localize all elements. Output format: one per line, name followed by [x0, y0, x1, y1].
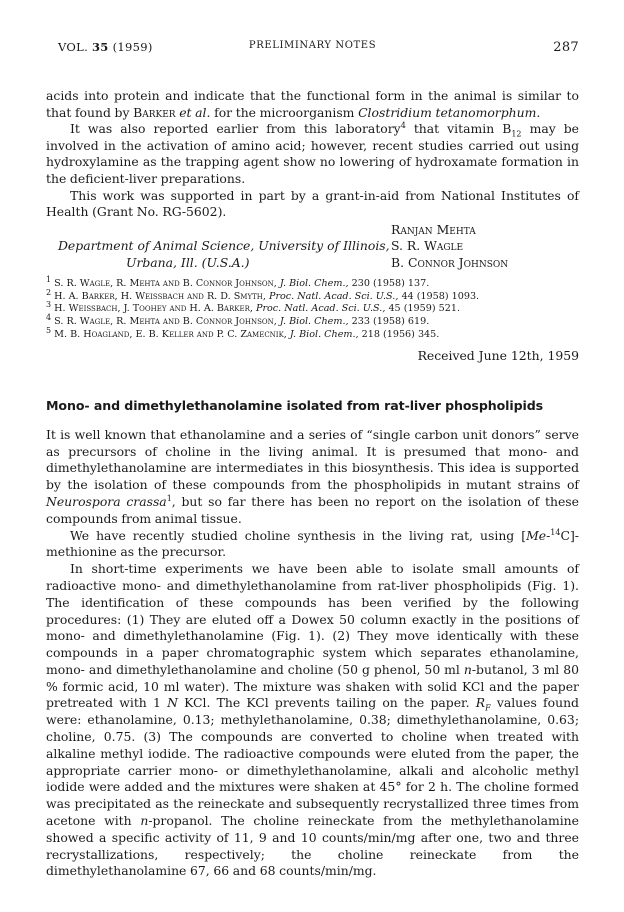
- new-note: [46, 398, 579, 881]
- rf-symbol: R: [475, 695, 486, 711]
- text-run: for the microorganism: [210, 104, 359, 120]
- paragraph: [46, 561, 579, 880]
- author-name: Ranjan Mehta: [391, 221, 476, 237]
- text-run: In short-time experiments we have been able to isolate small amounts of radioactive mono- and dimethylethanolamine from rat-liver phospholipids (Fig. 1). The identification of these compounds has been verified by the following procedures: (1) They are eluted off a Dowex 50 column exactly in the positions of mono- and dimethylethanolamine (Fig. 1). (2) They move identically with these compounds in a paper chromatographic system which separates ethanolamine, mono- and dimethylethanolamine and choline (50 g phenol, 50 ml: [46, 561, 579, 677]
- author-name: S. R. Wagle: [391, 238, 464, 254]
- reference-authors: S. R. Wagle, R. Mehta and B. Connor Johnson,: [54, 316, 277, 328]
- note-title: Mono- and dimethylethanolamine isolated from rat-liver phospholipids: [46, 397, 544, 413]
- previous-note-continuation: [46, 88, 579, 363]
- text-run: .: [536, 104, 541, 120]
- organism-name: Neurospora crassa: [46, 493, 167, 509]
- journal-page: [46, 40, 579, 880]
- reference-number: 1: [46, 274, 52, 284]
- text-run: values found were: ethanolamine, 0.13; methylethanolamine, 0.38; dimethylethanolamine, 0.63; choline, 0.75. (3) The compounds are converted to choline when treated with alkaline methyl iodide. The radioactive compounds were eluted from the paper, the appropriate carrier mono- or dimethylethanolamine, alkali and alcoholic methyl iodide were added and the mixtures were shaken at 45° for 2 h. The choline formed was precipitated as the reineckate and subsequently recrystallized three times from acetone with: [46, 695, 579, 829]
- volume-year: (1959): [112, 40, 153, 54]
- reference-details: 233 (1958) 619.: [351, 316, 430, 328]
- volume-number: 35: [92, 40, 109, 54]
- page-number: 287: [553, 40, 579, 55]
- reference-number: 2: [46, 287, 52, 297]
- subscript: 12: [511, 129, 522, 139]
- text-run: -: [546, 527, 551, 543]
- reference-number: 3: [46, 300, 52, 310]
- text-run: We have recently studied choline synthesis in the living rat, using [: [70, 527, 527, 543]
- reference-number: 4: [46, 312, 52, 322]
- organism-name: Clostridium tetanomorphum: [358, 104, 537, 120]
- text-run: -propanol. The choline reineckate from the methylethanolamine showed a specific activity of 11, 9 and 10 counts/min/mg after one, two and three recrystallizations, respectively; the choline reineckate from the dimethylethanolamine 67, 66 and 68 counts/min/mg.: [46, 813, 579, 879]
- reference-number: 5: [46, 325, 52, 335]
- paragraph: [46, 121, 579, 187]
- reference-journal: Proc. Natl. Acad. Sci. U.S.,: [268, 290, 399, 302]
- italic-n: n: [463, 661, 472, 677]
- reference-marker: 1: [166, 493, 172, 503]
- location: Urbana, Ill. (U.S.A.): [126, 254, 250, 270]
- section-heading: PRELIMINARY NOTES: [248, 40, 377, 51]
- isotope-mass: 14: [550, 527, 561, 537]
- reference-item: [46, 300, 579, 316]
- reference-details: 44 (1958) 1093.: [401, 290, 480, 302]
- paragraph: This work was supported in part by a grant-in-aid from National Institutes of Health (Grant No. RG-5602).: [46, 187, 579, 220]
- text-run: acids into protein and indicate that the functional form in the animal is similar to that found by: [46, 88, 579, 120]
- text-run: KCl. The KCl prevents tailing on the paper.: [177, 695, 476, 711]
- text-run: It is well known that ethanolamine and a series of “single carbon unit donors” serve as precursors of choline in the living animal. It is presumed that mono- and dimethylethanolamine are intermediates in this biosynthesis. This idea is supported by the isolation of these compounds from the phospholipids in mutant strains of: [46, 426, 579, 493]
- reference-journal: J. Biol. Chem.,: [279, 277, 349, 289]
- department: Department of Animal Science, University of Illinois,: [58, 238, 390, 254]
- text-run: -butanol, 3 ml 80 % formic acid, 10 ml water). The mixture was shaken with solid KCl and the paper pretreated with 1: [46, 661, 579, 711]
- reference-details: 218 (1956) 345.: [361, 328, 440, 340]
- italic-n: n: [140, 813, 149, 829]
- reference-authors: H. Weissbach, J. Toohey and H. A. Barker,: [54, 303, 253, 315]
- signature-block: [46, 222, 579, 272]
- reference-authors: M. B. Hoagland, E. B. Keller and P. C. Zamecnik,: [54, 328, 287, 340]
- reference-authors: S. R. Wagle, R. Mehta and B. Connor Johnson,: [54, 277, 277, 289]
- reference-journal: J. Biol. Chem.,: [289, 328, 359, 340]
- volume-label: VOL.: [58, 40, 89, 54]
- received-date: Received June 12th, 1959: [417, 347, 579, 363]
- paragraph: [46, 88, 579, 121]
- affiliation: [58, 238, 390, 271]
- text-run: that vitamin B: [405, 121, 512, 137]
- reference-item: [46, 274, 579, 291]
- text-run: C]-methionine as the precursor.: [46, 527, 579, 560]
- reference-item: [46, 312, 579, 329]
- author-name: Barker: [133, 104, 176, 120]
- author-name: B. Connor Johnson: [391, 254, 509, 270]
- running-head: [46, 40, 579, 62]
- text-run: , but so far there has been no report on the isolation of these compounds from animal tissue.: [46, 493, 579, 526]
- text-run: may be involved in the activation of amino acid; however, recent studies carried out using hydroxylamine as the trapping agent show no lowering of hydroxamate formation in the deficient-liver preparations.: [46, 121, 579, 186]
- paragraph: [46, 427, 579, 528]
- reference-marker: 4: [400, 121, 406, 131]
- normality-symbol: N: [167, 695, 178, 711]
- author-list: [391, 222, 508, 272]
- reference-journal: Proc. Natl. Acad. Sci. U.S.,: [255, 303, 386, 315]
- reference-details: 230 (1958) 137.: [351, 277, 430, 289]
- reference-journal: J. Biol. Chem.,: [279, 316, 349, 328]
- et-al: et al.: [179, 104, 211, 120]
- text-run: It was also reported earlier from this laboratory: [70, 121, 401, 137]
- rf-subscript: F: [485, 703, 491, 713]
- reference-authors: H. A. Barker, H. Weissbach and R. D. Smyth,: [54, 290, 266, 302]
- reference-item: [46, 325, 579, 342]
- isotope-label: Me: [526, 527, 547, 543]
- reference-item: [46, 287, 579, 304]
- reference-details: 45 (1959) 521.: [388, 303, 461, 315]
- paragraph: [46, 528, 579, 562]
- reference-list: [46, 274, 579, 342]
